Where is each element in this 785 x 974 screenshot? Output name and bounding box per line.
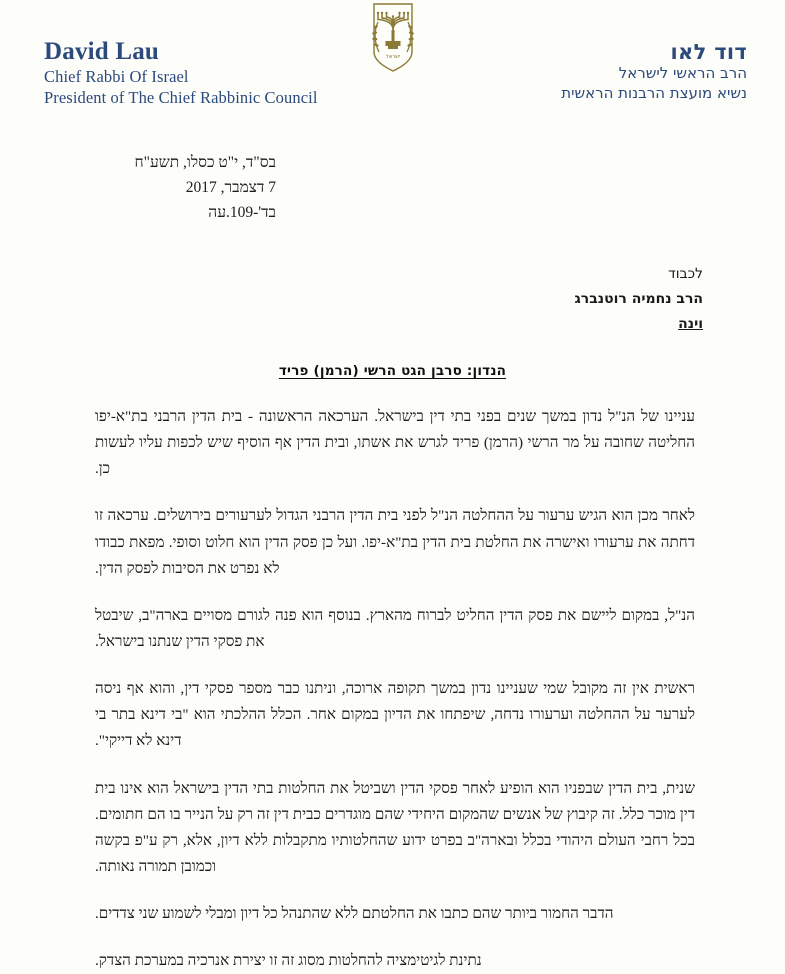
letterhead [0,0,785,118]
body-paragraph: הנ"ל, במקום ליישם את פסק הדין החליט לברוח מהארץ. בנוסף הוא פנה לגורם מסויים בארה"ב, שיבטל את פסקי הדין שנתנו בישראל. [95,606,695,650]
subject-text: הנדון: סרבן הגט הרשי (הרמן) פריד [278,363,507,379]
letterhead-english-role-2: President of The Chief Rabbinic Council [44,87,318,107]
body-paragraph: שנית, בית הדין שבפניו הוא הופיע לאחר פסקי הדין ושביטל את החלטות בתי הדין בישראל הוא אינו בית דין מוכר כלל. זה קיבוץ של אנשים שהמקום היחידי שהם מוגדרים כבית דין זה רק על הנייר בו הם חתומים. בכל רחבי העולם היהודי בכלל ובארה"ב בפרט ידוע שהחלטותיו מתקבלות ללא דיון, אלא, רק ע"פ בקשה וכמובן תמורה נאותה. [95,779,695,875]
gregorian-date: 7 דצמבר, 2017 [185,179,276,197]
letterhead-hebrew-role-1: הרב הראשי לישראל [618,64,747,83]
addressee-name: הרב נחמיה רוטנברג [574,290,703,307]
emblem-of-israel-icon [367,2,419,74]
addressee-block [575,262,703,337]
letter-body [95,404,695,974]
subject-line [0,363,785,379]
addressee-city: וינה [678,315,703,332]
letterhead-english-role-1: Chief Rabbi Of Israel [44,66,189,86]
letterhead-english [44,38,318,108]
date-block [96,150,276,225]
hebrew-date: בס"ד, י"ט כסלו, תשע"ח [134,154,276,171]
letterhead-hebrew-role-2: נשיא מועצת הרבנות הראשית [561,83,747,102]
addressee-greeting: לכבוד [668,266,703,282]
letterhead-hebrew [561,40,747,103]
body-paragraph: נתינת לגיטימציה להחלטות מסוג זה זו יצירת אנרכיה במערכת הצדק. [95,952,482,970]
letterhead-english-name: David Lau [44,38,160,65]
reference-number: בד'-109.עה [208,204,276,222]
svg-text:ישראל: ישראל [385,54,400,60]
body-paragraph: עניינו של הנ"ל נדון במשך שנים בפני בתי דין בישראל. הערכאה הראשונה - בית הדין הרבני בת"א-יפו החליטה שחובה על מר הרשי (הרמן) פריד לגרש את אשתו, ובית הדין אף הוסיף שיש לכפות עליו לעשות כן. [95,408,695,478]
letterhead-hebrew-name: דוד לאו [670,40,747,64]
body-paragraph: לאחר מכן הוא הגיש ערעור על ההחלטה הנ"ל לפני בית הדין הרבני הגדול לערעורים בירושלים. ערכאה זו דחתה את ערעורו ואישרה את החלטת בית הדין בת"א-יפו. ועל כן פסק הדין הוא חלוט וסופי. מפאת כבודו לא נפרט את הסיבות לפסק הדין. [95,507,695,577]
body-paragraph: הדבר החמור ביותר שהם כתבו את החלטתם ללא שהתנהל כל דיון ומבלי לשמוע שני צדדים. [95,905,614,923]
body-paragraph: ראשית אין זה מקובל שמי שעניינו נדון במשך תקופה ארוכה, וניתנו כבר מספר פסקי דין, והוא אף ניסה לערער על ההחלטה וערעורו נדחה, שיפתחו את הדיון במקום אחר. הכלל ההלכתי הוא "בי דינא בתר בי דינא לא דייקי". [95,680,695,750]
